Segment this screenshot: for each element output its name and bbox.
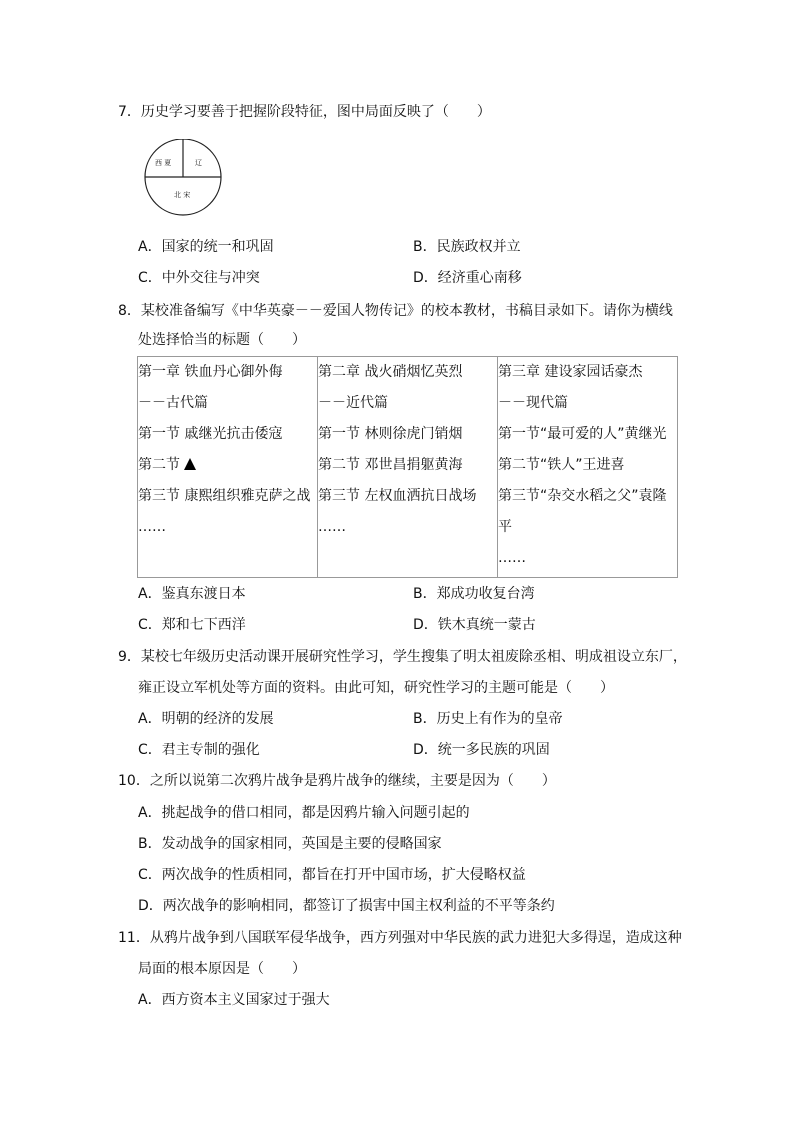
toc-column-contemporary <box>498 357 678 578</box>
q7-option-c[interactable]: C．中外交往与冲突 <box>138 270 260 286</box>
toc-cell: 第一节 林则徐虎门销烟 <box>318 426 463 442</box>
toc-cell: …… <box>498 550 526 566</box>
q8-stem-line1: 8．某校准备编写《中华英豪－－爱国人物传记》的校本教材，书稿目录如下。请你为横线 <box>118 303 673 319</box>
q9-option-d[interactable]: D．统一多民族的巩固 <box>413 742 550 758</box>
q8-option-b[interactable]: B．郑成功收复台湾 <box>413 586 535 602</box>
q10-option-a[interactable]: A．挑起战争的借口相同，都是因鸦片输入问题引起的 <box>138 805 470 821</box>
toc-cell: 第二节 邓世昌捐躯黄海 <box>318 457 463 473</box>
toc-cell: …… <box>318 519 346 535</box>
map-label-liao: 辽 <box>195 159 202 167</box>
q7-option-d[interactable]: D．经济重心南移 <box>413 270 522 286</box>
toc-cell: 第三章 建设家园话豪杰 <box>498 364 643 380</box>
q11-stem-line1: 11．从鸦片战争到八国联军侵华战争，西方列强对中华民族的武力进犯大多得逞，造成这种 <box>118 930 682 946</box>
q8-option-d[interactable]: D．铁木真统一蒙古 <box>413 617 536 633</box>
q9-option-a[interactable]: A．明朝的经济的发展 <box>138 711 274 727</box>
q9-stem-line1: 9．某校七年级历史活动课开展研究性学习，学生搜集了明太祖废除丞相、明成祖设立东厂， <box>118 649 687 665</box>
toc-cell-blank <box>138 450 317 481</box>
q8-option-c[interactable]: C．郑和七下西洋 <box>138 617 246 633</box>
toc-cell: 第一章 铁血丹心御外侮 <box>138 364 283 380</box>
q10-option-d[interactable]: D．两次战争的影响相同，都签订了损害中国主权利益的不平等条约 <box>138 898 555 914</box>
q10-option-c[interactable]: C．两次战争的性质相同，都旨在打开中国市场，扩大侵略权益 <box>138 867 526 883</box>
q9-option-c[interactable]: C．君主专制的强化 <box>138 742 260 758</box>
toc-cell: 第二节“铁人”王进喜 <box>498 457 625 473</box>
toc-cell: －－古代篇 <box>138 395 208 411</box>
toc-cell: 第一节“最可爱的人”黄继光 <box>498 426 667 442</box>
q11-stem-line2: 局面的根本原因是（ ） <box>138 961 306 977</box>
toc-cell: 第二节 <box>138 457 180 473</box>
toc-cell: －－近代篇 <box>318 395 388 411</box>
q11-option-a[interactable]: A．西方资本主义国家过于强大 <box>138 992 330 1008</box>
map-label-beisong: 北 宋 <box>174 191 191 199</box>
map-label-xixia: 西 夏 <box>155 159 172 167</box>
q8-option-a[interactable]: A．鉴真东渡日本 <box>138 586 246 602</box>
q7-option-b[interactable]: B．民族政权并立 <box>413 239 521 255</box>
toc-cell: 第三节 康熙组织雅克萨之战 <box>138 488 311 504</box>
toc-column-modern <box>318 357 498 578</box>
toc-cell: 第一节 戚继光抗击倭寇 <box>138 426 283 442</box>
toc-cell: 第三节“杂交水稻之父”袁隆 <box>498 488 667 504</box>
toc-cell: 第三节 左权血洒抗日战场 <box>318 488 477 504</box>
song-liao-xixia-map <box>143 139 225 217</box>
toc-column-ancient <box>138 357 318 578</box>
q9-option-b[interactable]: B．历史上有作为的皇帝 <box>413 711 563 727</box>
q9-stem-line2: 雍正设立军机处等方面的资料。由此可知，研究性学习的主题可能是（ ） <box>138 680 614 696</box>
toc-cell: －－现代篇 <box>498 395 568 411</box>
q10-stem: 10．之所以说第二次鸦片战争是鸦片战争的继续，主要是因为（ ） <box>118 773 556 789</box>
q8-stem-line2: 处选择恰当的标题（ ） <box>138 332 306 348</box>
q10-option-b[interactable]: B．发动战争的国家相同，英国是主要的侵略国家 <box>138 836 442 852</box>
toc-cell: …… <box>138 519 166 535</box>
q7-option-a[interactable]: A．国家的统一和巩固 <box>138 239 274 255</box>
toc-cell: 第二章 战火硝烟忆英烈 <box>318 364 463 380</box>
triangle-blank-icon <box>184 458 196 470</box>
q7-stem: 7．历史学习要善于把握阶段特征，图中局面反映了（ ） <box>118 104 491 120</box>
toc-table <box>137 356 678 578</box>
toc-cell: 平 <box>498 519 512 535</box>
